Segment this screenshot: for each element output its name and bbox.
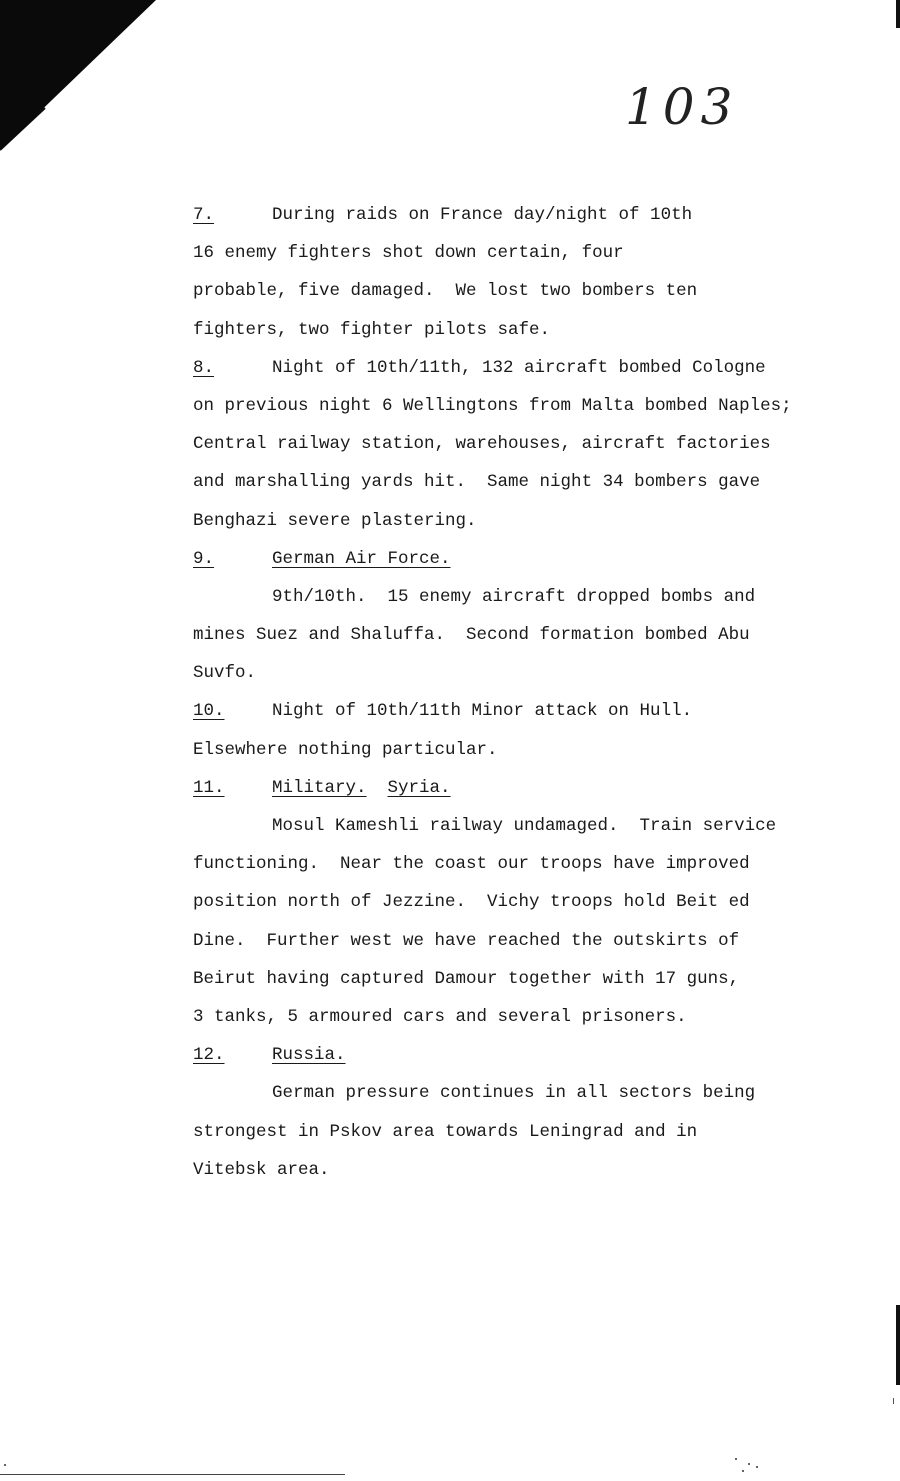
paragraph-11-line-1: Mosul Kameshli railway undamaged. Train service <box>272 816 777 836</box>
scan-speck <box>748 1463 750 1465</box>
paragraph-11-line-4: Dine. Further west we have reached the outskirts of <box>193 930 740 951</box>
scan-speck <box>756 1466 758 1468</box>
paragraph-12-line-2: strongest in Pskov area towards Leningrad and in <box>193 1121 698 1142</box>
section-heading: Russia. <box>272 1045 346 1066</box>
paragraph-11-heading <box>193 769 873 807</box>
scan-speck <box>4 1464 6 1466</box>
paragraph-11-line-3: position north of Jezzine. Vichy troops hold Beit ed <box>193 892 750 913</box>
paragraph-9-heading <box>193 540 873 578</box>
paragraph-8-line-1: 8. Night of 10th/11th, 132 aircraft bombed Cologne <box>193 349 873 387</box>
paragraph-10-line-1: 10. Night of 10th/11th Minor attack on Hull. <box>193 692 873 730</box>
paragraph-number: 9. <box>193 548 215 569</box>
section-subheading: Syria. <box>387 777 451 798</box>
section-heading: Military. <box>272 777 367 798</box>
right-edge-marks <box>880 0 900 1481</box>
paragraph-12-heading <box>193 1036 873 1074</box>
paragraph-11-line-6: 3 tanks, 5 armoured cars and several prisoners. <box>193 1006 687 1027</box>
section-heading: German Air Force. <box>272 548 451 569</box>
paragraph-9-line-3: Suvfo. <box>193 663 257 684</box>
paragraph-number: 12. <box>193 1045 225 1066</box>
paragraph-8-line-2: on previous night 6 Wellingtons from Malta bombed Naples; <box>193 395 792 416</box>
paragraph-8-line-5: Benghazi severe plastering. <box>193 510 477 531</box>
paragraph-11-line-2: functioning. Near the coast our troops have improved <box>193 854 750 875</box>
paragraph-9-line-1: 9th/10th. 15 enemy aircraft dropped bombs and <box>272 586 756 607</box>
paragraph-12-line-1: German pressure continues in all sectors being <box>272 1083 756 1104</box>
paragraph-7-line-2: 16 enemy fighters shot down certain, four <box>193 243 624 264</box>
paragraph-9-line-2: mines Suez and Shaluffa. Second formation bombed Abu <box>193 625 750 646</box>
paragraph-7-line-4: fighters, two fighter pilots safe. <box>193 319 551 340</box>
scan-speck <box>735 1458 737 1460</box>
paragraph-7-line-3: probable, five damaged. We lost two bombers ten <box>193 281 698 302</box>
paragraph-number: 7. <box>193 205 215 225</box>
paragraph-number: 8. <box>193 357 215 378</box>
page-number: 103 <box>625 78 739 136</box>
bottom-scan-line <box>0 1474 345 1475</box>
paragraph-number: 11. <box>193 777 225 798</box>
paragraph-number: 10. <box>193 701 225 722</box>
paragraph-8-line-4: and marshalling yards hit. Same night 34 bombers gave <box>193 472 761 493</box>
scan-speck <box>742 1470 744 1472</box>
paragraph-7-line-1: 7. During raids on France day/night of 10th <box>193 196 873 234</box>
paragraph-11-line-5: Beirut having captured Damour together with 17 guns, <box>193 968 740 989</box>
paragraph-8-line-3: Central railway station, warehouses, aircraft factories <box>193 434 771 455</box>
document-body <box>193 196 873 1189</box>
corner-fold-mark <box>0 0 160 160</box>
paragraph-12-line-3: Vitebsk area. <box>193 1159 330 1180</box>
paragraph-10-line-2: Elsewhere nothing particular. <box>193 739 498 760</box>
